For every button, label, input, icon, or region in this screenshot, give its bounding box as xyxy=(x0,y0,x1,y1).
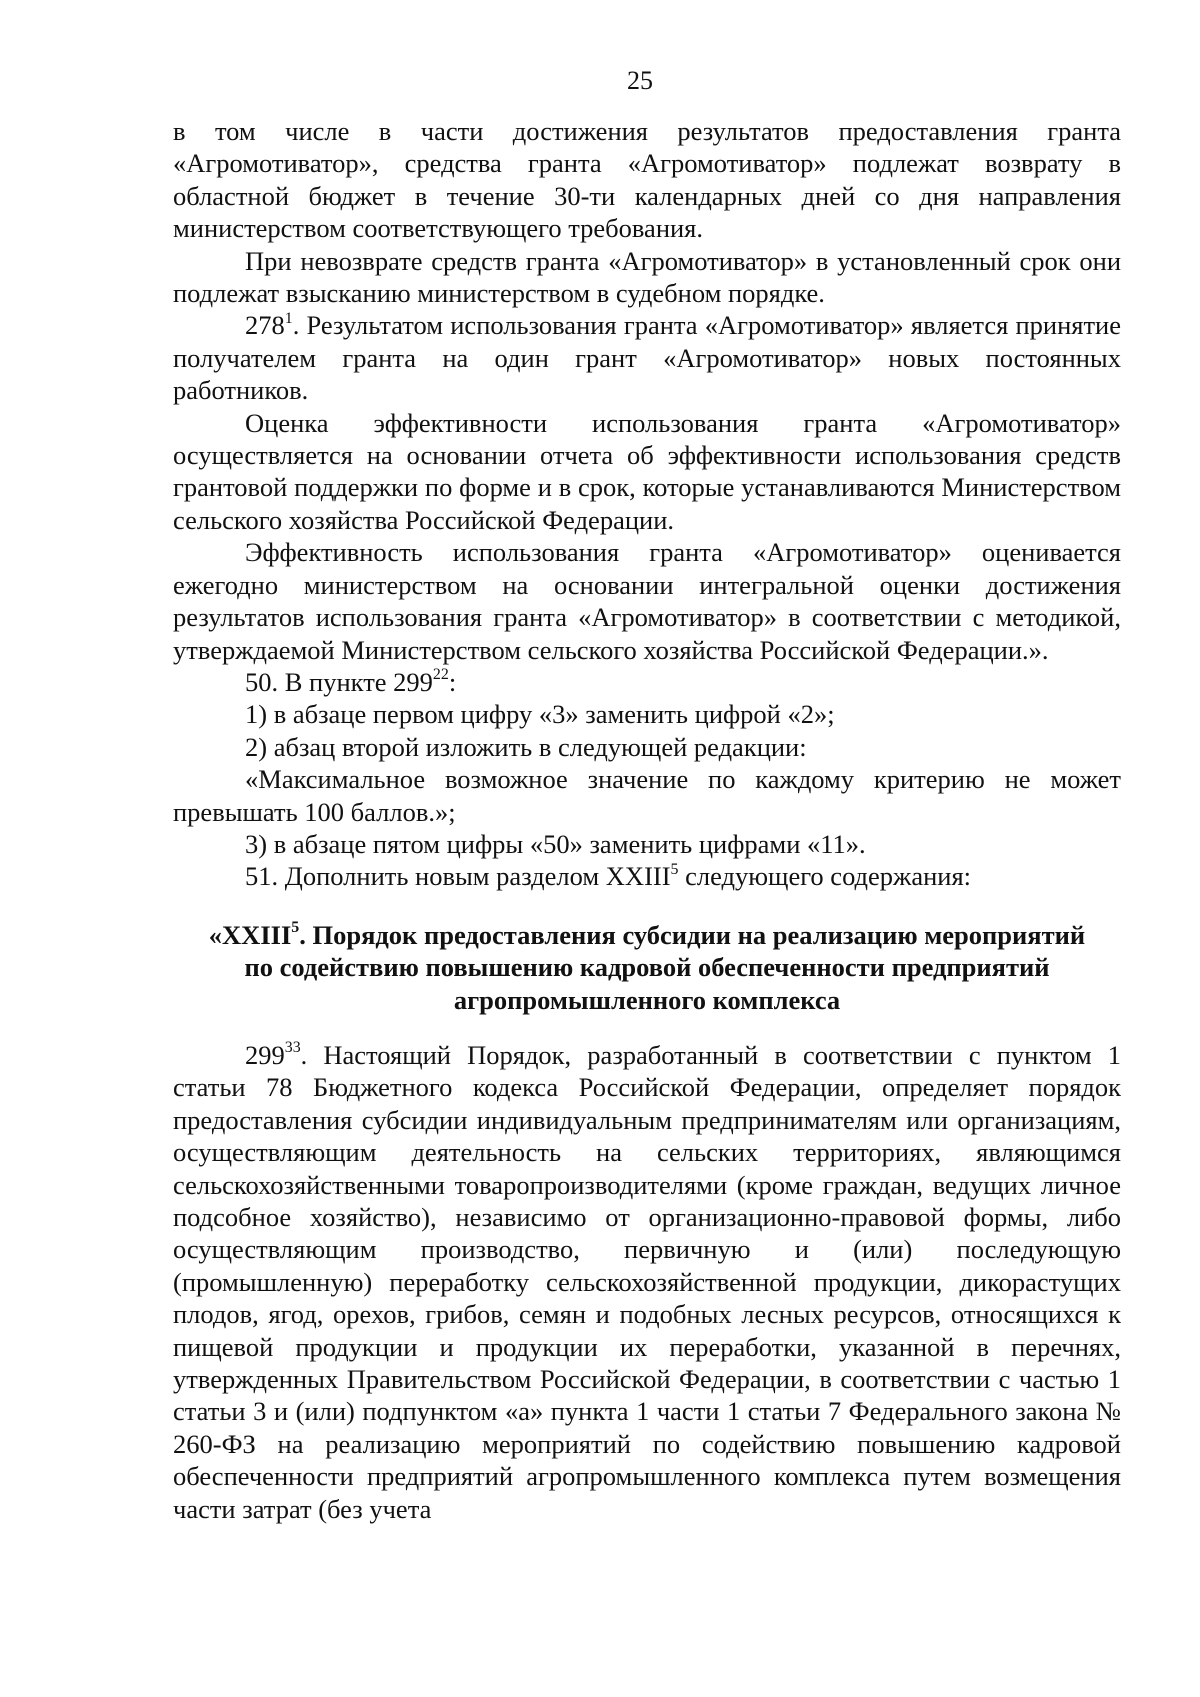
paragraph-278-1 xyxy=(173,309,1121,406)
paragraph-continuation: в том числе в части достижения результатов предоставления гранта «Агромотиватор», средства гранта «Агромотиватор» подлежат возврату в областной бюджет в течение 30-ти календарных дней со дня направления министерством соответствующего требования. xyxy=(173,116,1121,244)
heading-superscript: 5 xyxy=(291,918,300,936)
paragraph-item-50 xyxy=(173,666,1121,698)
document-body xyxy=(173,115,1121,1525)
item-51-superscript: 5 xyxy=(670,860,679,878)
item-51-tail: следующего содержания: xyxy=(678,861,972,892)
clause-299-superscript: 33 xyxy=(284,1039,301,1057)
section-heading xyxy=(173,919,1121,1016)
clause-superscript: 1 xyxy=(284,309,293,327)
clause-299-number: 299 xyxy=(245,1039,285,1070)
clause-text: . Результатом использования гранта «Агромотиватор» является принятие получателем гранта на один грант «Агромотиватор» новых постоянных работников. xyxy=(173,310,1121,406)
heading-line-1-text: . Порядок предоставления субсидии на реализацию мероприятий xyxy=(299,919,1086,950)
paragraph-efficiency: Эффективность использования гранта «Агромотиватор» оценивается ежегодно министерством на основании интегральной оценки достижения результатов использования гранта «Агромотиватор» в соответствии с методикой, утверждаемой Министерством сельского хозяйства Российской Федерации.». xyxy=(173,537,1121,665)
heading-line-2: по содействию повышению кадровой обеспеченности предприятий xyxy=(244,952,1050,983)
paragraph-299-33 xyxy=(173,1039,1121,1525)
heading-line-1 xyxy=(173,919,1121,951)
clause-number: 278 xyxy=(245,310,285,341)
paragraph-item-51 xyxy=(173,860,1121,892)
subitem-2: 2) абзац второй изложить в следующей редакции: xyxy=(245,731,807,762)
paragraph-evaluation: Оценка эффективности использования гранта «Агромотиватор» осуществляется на основании отчета об эффективности использования средств грантовой поддержки по форме и в срок, которые устанавливаются Министерством сельского хозяйства Российской Федерации. xyxy=(173,407,1121,535)
heading-line-3: агропромышленного комплекса xyxy=(453,984,841,1015)
item-51-text: 51. Дополнить новым разделом XXIII xyxy=(245,861,671,892)
subitem-3: 3) в абзаце пятом цифры «50» заменить цифрами «11». xyxy=(245,828,866,859)
page-number: 25 xyxy=(627,66,653,95)
item-50-superscript: 22 xyxy=(432,666,449,684)
clause-299-text: . Настоящий Порядок, разработанный в соответствии с пунктом 1 статьи 78 Бюджетного кодекса Российской Федерации, определяет порядок предоставления субсидии индивидуальным предпринимателям или организациям, осуществляющим деятельность на сельских территориях, являющимся сельскохозяйственными товаропроизводителями (кроме граждан, ведущих личное подсобное хозяйство), независимо от организационно-правовой формы, либо осуществляющим производство, первичную и (или) последующую (промышленную) переработку сельскохозяйственной продукции, дикорастущих плодов, ягод, орехов, грибов, семян и подобных лесных ресурсов, относящихся к пищевой продукции и продукции их переработки, указанной в перечнях, утвержденных Правительством Российской Федерации, в соответствии с частью 1 статьи 3 и (или) подпунктом «а» пункта 1 части 1 статьи 7 Федерального закона № 260-ФЗ на реализацию мероприятий по содействию повышению кадровой обеспеченности предприятий агропромышленного комплекса путем возмещения части затрат (без учета xyxy=(173,1039,1121,1524)
item-50-text: 50. В пункте 299 xyxy=(245,666,433,697)
paragraph-nonreturn: При невозврате средств гранта «Агромотиватор» в установленный срок они подлежат взысканию министерством в судебном порядке. xyxy=(173,245,1121,309)
quoted-text: «Максимальное возможное значение по каждому критерию не может превышать 100 баллов.»; xyxy=(173,764,1121,827)
item-50-tail: : xyxy=(448,666,457,697)
subitem-1: 1) в абзаце первом цифру «3» заменить цифрой «2»; xyxy=(245,699,835,730)
heading-prefix: «XXIII xyxy=(208,919,292,950)
